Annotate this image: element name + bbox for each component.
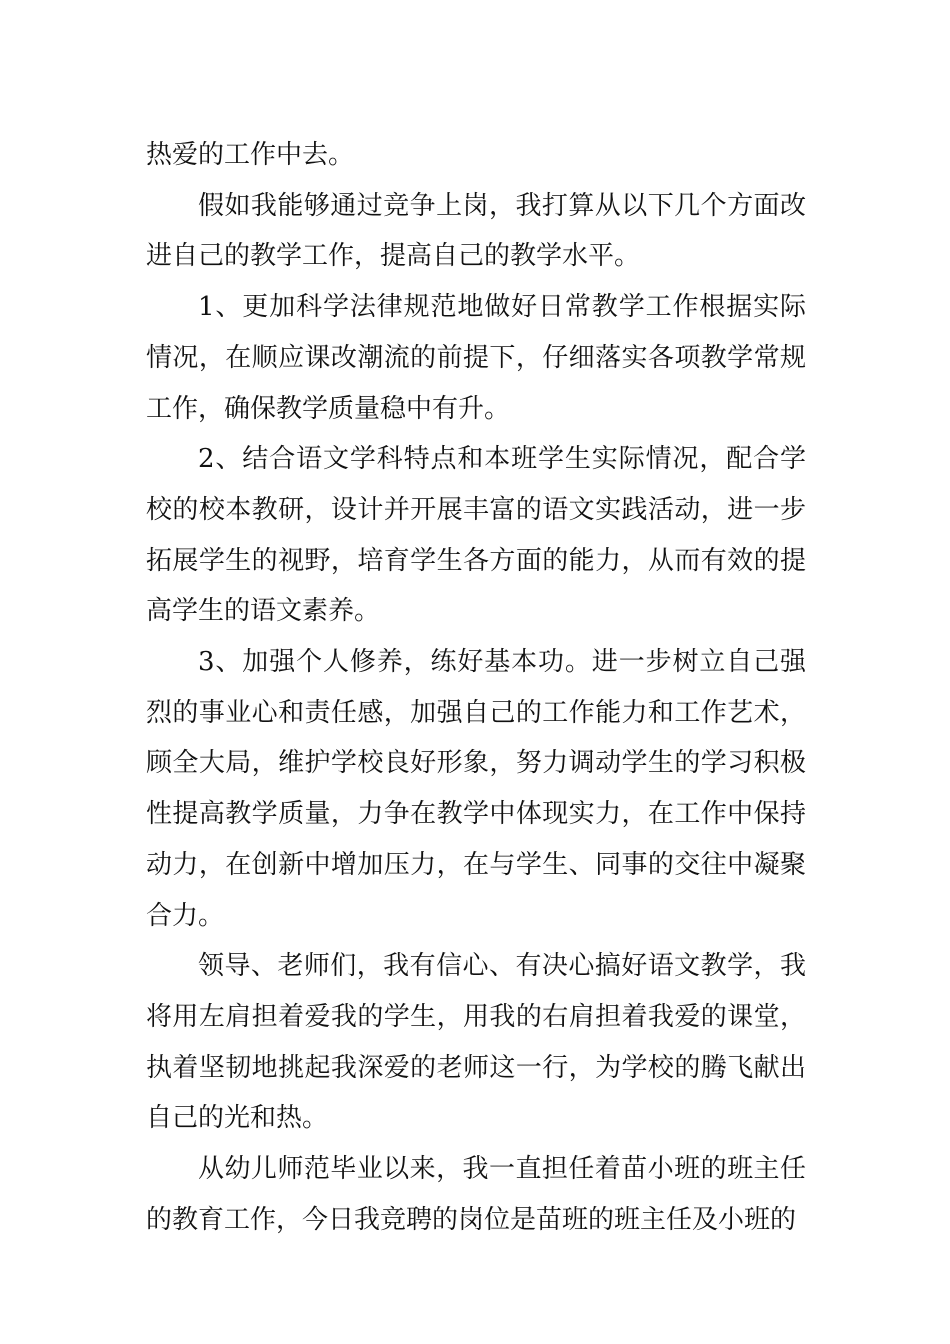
paragraph-intent: 假如我能够通过竞争上岗，我打算从以下几个方面改进自己的教学工作，提高自己的教学水平。 — [146, 190, 806, 272]
paragraph-item-2: 2、结合语文学科特点和本班学生实际情况，配合学校的校本教研，设计并开展丰富的语文实践活动，进一步拓展学生的视野，培育学生各方面的能力，从而有效的提高学生的语文素养。 — [146, 444, 806, 627]
paragraph-new-section: 从幼儿师范毕业以来，我一直担任着苗小班的班主任的教育工作，今日我竞聘的岗位是苗班的班主任及小班的 — [146, 1154, 806, 1235]
paragraph-item-3: 3、加强个人修养，练好基本功。进一步树立自己强烈的事业心和责任感，加强自己的工作能力和工作艺术，顾全大局，维护学校良好形象，努力调动学生的学习积极性提高教学质量，力争在教学中体现实力，在工作中保持动力，在创新中增加压力，在与学生、同事的交往中凝聚合力。 — [146, 647, 806, 931]
paragraph-closing: 领导、老师们，我有信心、有决心搞好语文教学，我将用左肩担着爱我的学生，用我的右肩担着我爱的课堂，执着坚韧地挑起我深爱的老师这一行，为学校的腾飞献出自己的光和热。 — [146, 951, 806, 1134]
document-body — [146, 130, 806, 1245]
paragraph-item-1: 1、更加科学法律规范地做好日常教学工作根据实际情况，在顺应课改潮流的前提下，仔细落实各项教学常规工作，确保教学质量稳中有升。 — [146, 292, 806, 424]
paragraph-continuation: 热爱的工作中去。 — [146, 140, 355, 170]
